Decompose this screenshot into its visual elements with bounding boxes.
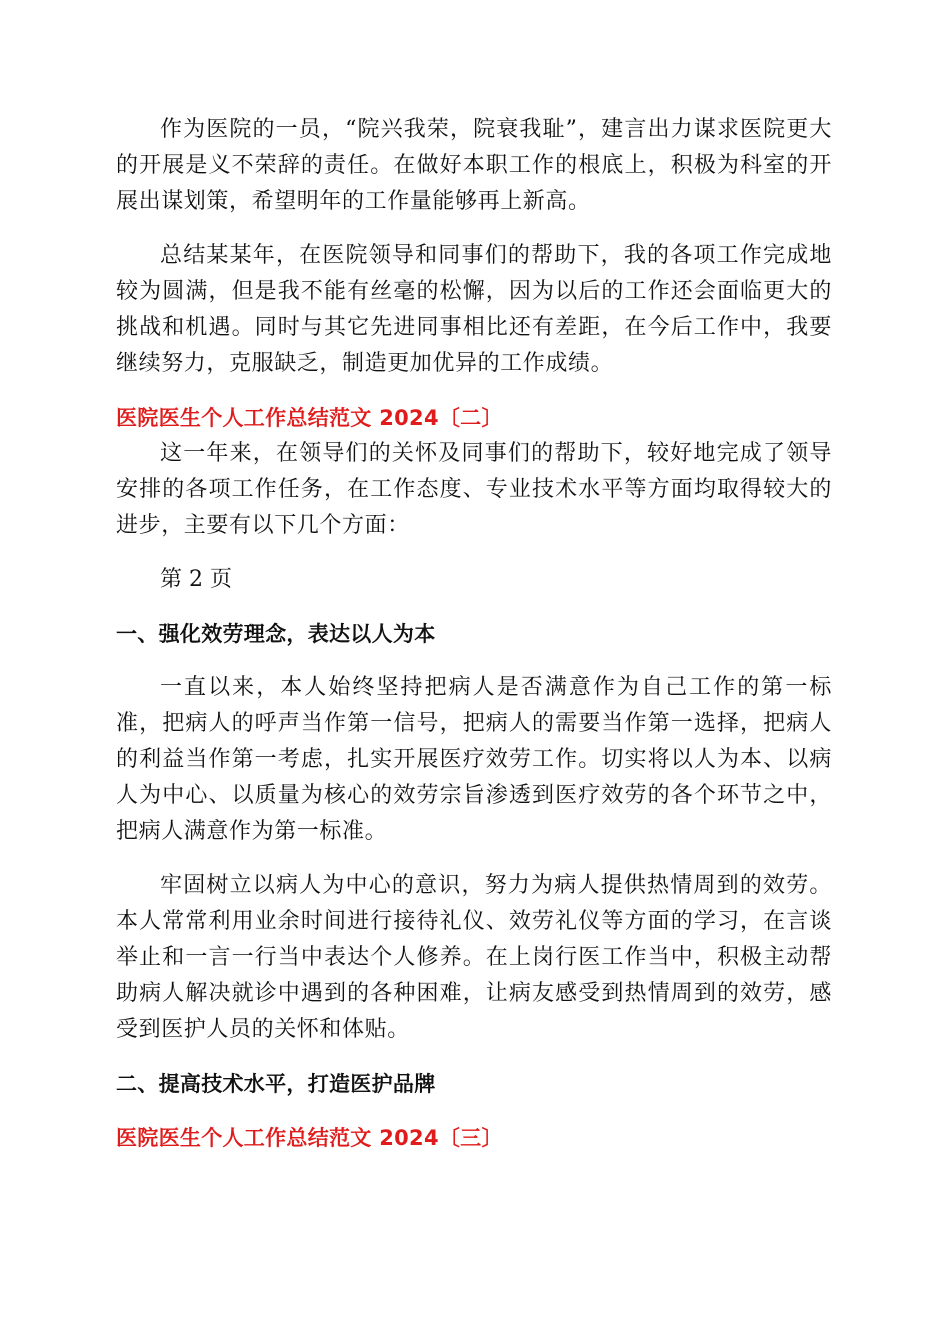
- section-heading-three: 医院医生个人工作总结范文 2024〔三〕: [116, 1126, 503, 1150]
- paragraph-year-summary: 总结某某年，在医院领导和同事们的帮助下，我的各项工作完成地较为圆满，但是我不能有丝毫的松懈，因为以后的工作还会面临更大的挑战和机遇。同时与其它先进同事相比还有差距，在今后工作中，我要继续努力，克服缺乏，制造更加优异的工作成绩。: [116, 243, 832, 376]
- paragraph-patient-centered: 牢固树立以病人为中心的意识，努力为病人提供热情周到的效劳。本人常常利用业余时间进行接待礼仪、效劳礼仪等方面的学习，在言谈举止和一言一行当中表达个人修养。在上岗行医工作当中，积极主动帮助病人解决就诊中遇到的各种困难，让病友感受到热情周到的效劳，感受到医护人员的关怀和体贴。: [116, 873, 832, 1042]
- paragraph-hospital-member: 作为医院的一员，“院兴我荣，院衰我耻”，建言出力谋求医院更大的开展是义不荣辞的责任。在做好本职工作的根底上，积极为科室的开展出谋划策，希望明年的工作量能够再上新高。: [116, 117, 832, 214]
- page-number-label: 第 2 页: [160, 567, 232, 592]
- point-heading-two: 二、提高技术水平，打造医护品牌: [116, 1072, 436, 1096]
- point-heading-one: 一、强化效劳理念，表达以人为本: [116, 622, 436, 646]
- paragraph-year-intro: 这一年来，在领导们的关怀及同事们的帮助下，较好地完成了领导安排的各项工作任务，在工作态度、专业技术水平等方面均取得较大的进步，主要有以下几个方面：: [116, 441, 832, 538]
- document-body: [116, 112, 832, 1156]
- section-heading-two: 医院医生个人工作总结范文 2024〔二〕: [116, 406, 503, 430]
- paragraph-patient-first: 一直以来，本人始终坚持把病人是否满意作为自己工作的第一标准，把病人的呼声当作第一信号，把病人的需要当作第一选择，把病人的利益当作第一考虑，扎实开展医疗效劳工作。切实将以人为本、以病人为中心、以质量为核心的效劳宗旨渗透到医疗效劳的各个环节之中，把病人满意作为第一标准。: [116, 675, 832, 844]
